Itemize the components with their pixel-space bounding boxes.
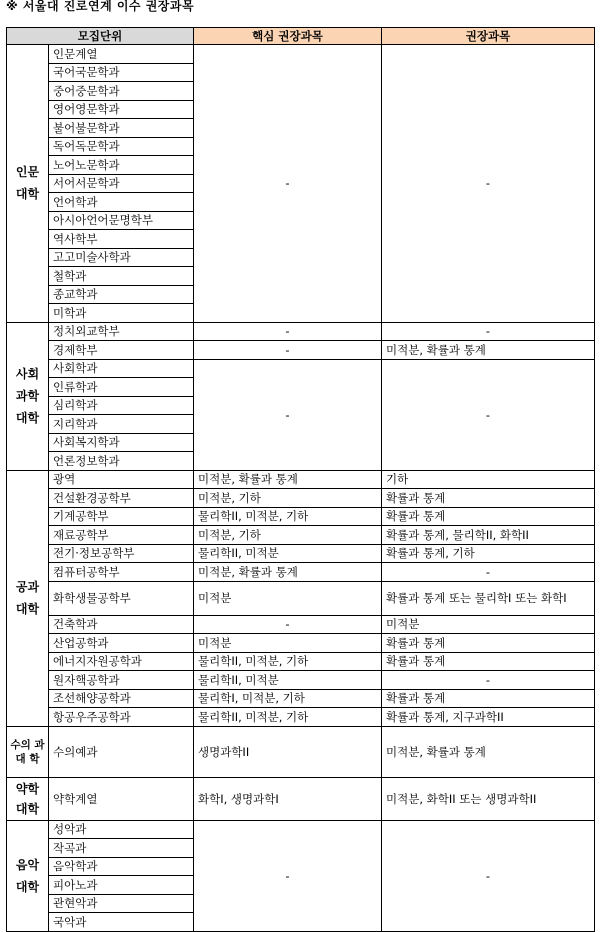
table-row — [7, 634, 595, 653]
recommended-cell: 확률과 통계 또는 물리학I 또는 화학I — [382, 581, 595, 615]
core-cell: 물리학II, 미적분, 기하 — [194, 708, 382, 727]
unit-name: 사회복지학과 — [49, 433, 194, 452]
table-row — [7, 708, 595, 727]
unit-name: 독어독문학과 — [49, 137, 194, 156]
recommended-cell: 확률과 통계 — [382, 652, 595, 671]
core-cell: 물리학II, 미적분 — [194, 544, 382, 563]
core-cell: 미적분, 확률과 통계 — [194, 470, 382, 489]
unit-name: 음악학과 — [49, 857, 194, 876]
unit-name: 언어학과 — [49, 193, 194, 212]
unit-name: 약학계열 — [49, 777, 194, 820]
recommended-cell: 확률과 통계, 기하 — [382, 544, 595, 563]
table-row — [7, 322, 595, 341]
recommended-cell: - — [382, 45, 595, 323]
table-row — [7, 507, 595, 526]
unit-name: 철학과 — [49, 267, 194, 286]
unit-name: 노어노문학과 — [49, 156, 194, 175]
college-pharmacy: 약학 대학 — [7, 777, 49, 820]
core-cell: - — [194, 45, 382, 323]
table-row — [7, 359, 595, 378]
core-cell: 미적분 — [194, 634, 382, 653]
core-cell: - — [194, 615, 382, 634]
unit-name: 항공우주공학과 — [49, 708, 194, 727]
core-cell: - — [194, 820, 382, 931]
table-row — [7, 777, 595, 820]
college-music: 음악 대학 — [7, 820, 49, 931]
table-row — [7, 581, 595, 615]
recommended-cell: 확률과 통계 — [382, 634, 595, 653]
core-cell: 물리학I, 미적분, 기하 — [194, 689, 382, 708]
unit-name: 고고미술사학과 — [49, 248, 194, 267]
recommended-cell: 확률과 통계 — [382, 689, 595, 708]
unit-name: 정치외교학부 — [49, 322, 194, 341]
unit-name: 전기·정보공학부 — [49, 544, 194, 563]
core-cell: 미적분 — [194, 581, 382, 615]
recommended-cell: 확률과 통계, 지구과학II — [382, 708, 595, 727]
recommended-cell: 확률과 통계 — [382, 507, 595, 526]
unit-name: 성악과 — [49, 820, 194, 839]
unit-name: 에너지자원공학과 — [49, 652, 194, 671]
core-cell: 화학I, 생명과학I — [194, 777, 382, 820]
table-row — [7, 489, 595, 508]
table-row — [7, 45, 595, 64]
table-row — [7, 671, 595, 690]
college-social: 사회 과학 대학 — [7, 322, 49, 470]
core-cell: 미적분, 기하 — [194, 526, 382, 545]
college-vet: 수의 과대 학 — [7, 726, 49, 777]
college-humanities: 인문 대학 — [7, 45, 49, 323]
unit-name: 불어불문학과 — [49, 119, 194, 138]
core-cell: 미적분, 기하 — [194, 489, 382, 508]
core-cell: - — [194, 359, 382, 470]
unit-name: 작곡과 — [49, 839, 194, 858]
table-header-row — [7, 28, 595, 45]
unit-name: 컴퓨터공학부 — [49, 563, 194, 582]
table-row — [7, 652, 595, 671]
unit-name: 사회학과 — [49, 359, 194, 378]
core-cell: - — [194, 322, 382, 341]
college-engineering: 공과 대학 — [7, 470, 49, 726]
unit-name: 아시아언어문명학부 — [49, 211, 194, 230]
unit-name: 산업공학과 — [49, 634, 194, 653]
unit-name: 중어중문학과 — [49, 82, 194, 101]
unit-name: 건축학과 — [49, 615, 194, 634]
unit-name: 인류학과 — [49, 378, 194, 397]
table-row — [7, 341, 595, 360]
recommended-cell: - — [382, 563, 595, 582]
recommended-cell: 미적분, 화학II 또는 생명과학II — [382, 777, 595, 820]
table-row — [7, 726, 595, 777]
unit-name: 기계공학부 — [49, 507, 194, 526]
unit-name: 영어영문학과 — [49, 100, 194, 119]
recommended-cell: - — [382, 820, 595, 931]
core-cell: 물리학II, 미적분, 기하 — [194, 507, 382, 526]
unit-name: 국어국문학과 — [49, 63, 194, 82]
core-cell: - — [194, 341, 382, 360]
unit-name: 건설환경공학부 — [49, 489, 194, 508]
header-recommended: 권장과목 — [382, 28, 595, 45]
recommended-cell: - — [382, 322, 595, 341]
recommended-cell: 기하 — [382, 470, 595, 489]
table-row — [7, 563, 595, 582]
recommended-cell: 확률과 통계, 물리학II, 화학II — [382, 526, 595, 545]
unit-name: 국악과 — [49, 913, 194, 932]
unit-name: 재료공학부 — [49, 526, 194, 545]
unit-name: 서어서문학과 — [49, 174, 194, 193]
header-core: 핵심 권장과목 — [194, 28, 382, 45]
header-unit: 모집단위 — [7, 28, 194, 45]
core-cell: 물리학II, 미적분 — [194, 671, 382, 690]
core-cell: 미적분, 확률과 통계 — [194, 563, 382, 582]
recommended-cell: 미적분, 확률과 통계 — [382, 341, 595, 360]
page-title: ※ 서울대 진로연계 이수 권장과목 — [6, 0, 195, 13]
unit-name: 화학생물공학부 — [49, 581, 194, 615]
recommended-cell: 확률과 통계 — [382, 489, 595, 508]
recommended-courses-table — [6, 27, 595, 932]
unit-name: 관현악과 — [49, 894, 194, 913]
unit-name: 종교학과 — [49, 285, 194, 304]
unit-name: 심리학과 — [49, 396, 194, 415]
unit-name: 경제학부 — [49, 341, 194, 360]
table-row — [7, 615, 595, 634]
unit-name: 광역 — [49, 470, 194, 489]
table-row — [7, 689, 595, 708]
core-cell: 물리학II, 미적분, 기하 — [194, 652, 382, 671]
recommended-cell: 미적분 — [382, 615, 595, 634]
table-row — [7, 544, 595, 563]
recommended-cell: 미적분, 확률과 통계 — [382, 726, 595, 777]
table-row — [7, 526, 595, 545]
unit-name: 피아노과 — [49, 876, 194, 895]
unit-name: 미학과 — [49, 304, 194, 323]
unit-name: 지리학과 — [49, 415, 194, 434]
unit-name: 원자핵공학과 — [49, 671, 194, 690]
table-row — [7, 470, 595, 489]
recommended-cell: - — [382, 671, 595, 690]
table-row — [7, 820, 595, 839]
unit-name: 언론정보학과 — [49, 452, 194, 471]
unit-name: 조선해양공학과 — [49, 689, 194, 708]
core-cell: 생명과학II — [194, 726, 382, 777]
unit-name: 인문계열 — [49, 45, 194, 64]
recommended-cell: - — [382, 359, 595, 470]
unit-name: 수의예과 — [49, 726, 194, 777]
unit-name: 역사학부 — [49, 230, 194, 249]
